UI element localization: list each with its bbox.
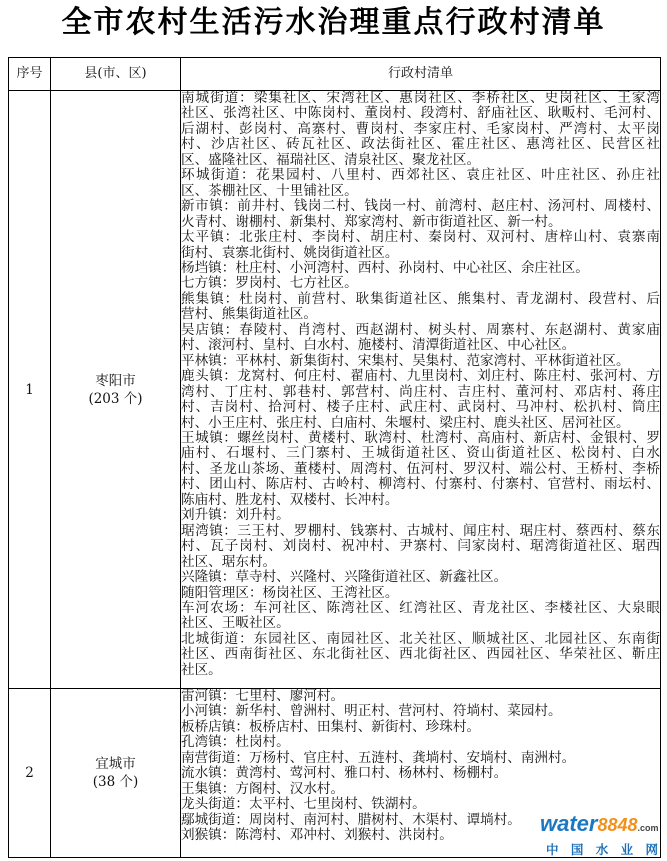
village-list-line: 刘猴镇：陈湾村、邓冲村、刘猴村、洪岗村。 — [181, 827, 453, 844]
village-list-line: 吴店镇：春陵村、肖湾村、西赵湖村、树头村、周寨村、东赵湖村、黄家庙 — [181, 321, 660, 338]
watermark-wordmark — [540, 811, 659, 841]
village-list-line: 南城街道：梁集社区、宋湾社区、惠岗社区、李桥社区、史岗社区、王家湾 — [181, 90, 660, 106]
town-entry — [181, 704, 660, 719]
town-entry — [181, 586, 660, 601]
village-list-line: 随阳管理区：杨岗社区、王湾社区。 — [181, 584, 399, 601]
village-count: (38 个) — [92, 774, 139, 790]
town-entry — [181, 369, 660, 431]
village-list-line: 鄢城街道：周岗村、南河村、腊树村、木渠村、谭埫村。 — [181, 811, 521, 828]
village-list-line: 村、瓦子岗村、刘岗村、祝冲村、尹寨村、闫家岗村、琚湾街道社区、琚西 — [181, 538, 660, 555]
village-list-line: 七方镇：罗岗村、七方社区。 — [181, 275, 358, 292]
town-entry — [181, 354, 660, 369]
village-list-line: 村、吉岗村、拾河村、楼子庄村、武庄村、武岗村、马冲村、松扒村、筒庄 — [181, 399, 660, 416]
town-entry — [181, 230, 660, 261]
town-entry — [181, 431, 660, 508]
town-entry — [181, 508, 660, 523]
town-entry — [181, 735, 660, 750]
village-list-line: 村、小王庄村、张庄村、白庙村、朱堰村、梁庄村、鹿头社区、居河社区。 — [181, 414, 630, 431]
village-list-line: 孔湾镇：杜岗村。 — [181, 734, 290, 751]
village-list-line: 区、茶棚社区、十里铺社区。 — [181, 182, 358, 199]
village-list-line: 王集镇：方阁村、汉水村。 — [181, 780, 345, 797]
village-list-line: 板桥店镇：板桥店村、田集村、新街村、珍珠村。 — [181, 718, 481, 735]
village-list-cell — [181, 91, 661, 689]
village-list-line: 区、盛隆社区、福瑞社区、清泉社区、聚龙社区。 — [181, 151, 481, 168]
village-list-line: 兴隆镇：草寺村、兴隆村、兴隆街道社区、新鑫社区。 — [181, 569, 508, 586]
watermark-brand: water — [540, 811, 598, 836]
header-villages: 行政村清单 — [181, 58, 661, 91]
village-list-line: 村、团山村、陈店村、古岭村、柳湾村、付寨村、付寨村、官营村、雨坛村、 — [181, 476, 660, 493]
town-entry — [181, 782, 660, 797]
town-entry — [181, 168, 660, 199]
village-list-line: 新市镇：前井村、钱岗二村、钱岗一村、前湾村、赵庄村、汤河村、周楼村、 — [181, 198, 660, 215]
village-list-line: 村、圣龙山茶场、董楼村、周湾村、伍河村、罗汉村、端公村、王桥村、李桥 — [181, 460, 660, 477]
town-entry — [181, 91, 660, 168]
header-index: 序号 — [9, 58, 51, 91]
town-entry — [181, 601, 660, 632]
town-entry — [181, 323, 660, 354]
village-list-line: 小河镇：新华村、曾洲村、明正村、营河村、符埫村、菜园村。 — [181, 703, 562, 720]
table-header-row — [9, 58, 661, 91]
document-title: 全市农村生活污水治理重点行政村清单 — [61, 5, 606, 40]
village-list-line: 杨垱镇：杜庄村、小河湾村、西村、孙岗村、中心社区、余庄社区。 — [181, 259, 589, 276]
village-list-line: 营村、熊集街道社区。 — [181, 306, 317, 323]
village-count: (203 个) — [88, 390, 143, 407]
village-list-line: 后湖村、彭岗村、高寨村、曹岗村、李家庄村、毛家岗村、严湾村、太平岗 — [181, 120, 660, 137]
village-list-line: 街村、袁寨北街村、姚岗街道社区。 — [181, 244, 399, 261]
row-index: 1 — [9, 91, 51, 689]
town-entry — [181, 632, 660, 678]
village-list-line: 火青村、谢棚村、新集村、郑家湾村、新市街道社区、新一村。 — [181, 213, 562, 230]
town-entry — [181, 570, 660, 585]
town-entry — [181, 292, 660, 323]
watermark-logo — [538, 811, 662, 859]
village-list-line: 村、滚河村、皇村、白水村、施楼村、清潭街道社区、中心社区。 — [181, 337, 576, 354]
village-table — [8, 57, 661, 858]
village-list-line: 鹿头镇：龙窝村、何庄村、翟庙村、九里岗村、刘庄村、陈庄村、张河村、方 — [181, 368, 660, 385]
row-index: 2 — [9, 689, 51, 858]
county-name: 宜城市 — [95, 756, 136, 772]
town-entry — [181, 199, 660, 230]
village-list-line: 社区、琚东村。 — [181, 553, 277, 570]
village-list-line: 社区、西南街社区、东北街社区、西北街社区、西园社区、华荣社区、靳庄 — [181, 646, 660, 663]
village-list-line: 雷河镇：七里村、廖河村。 — [181, 688, 345, 704]
village-list-line: 北城街道：东园社区、南园社区、北关社区、顺城社区、北园社区、东南街 — [181, 630, 660, 647]
village-list-line: 湾村、丁庄村、郭巷村、郭营村、尚庄村、吉庄村、董河村、邓店村、蒋庄 — [181, 383, 660, 400]
village-list-line: 车河农场：车河社区、陈湾社区、红湾社区、青龙社区、李楼社区、大泉眼 — [181, 599, 660, 616]
village-list-line: 太平镇：北张庄村、李岗村、胡庄村、秦岗村、双河村、唐梓山村、袁寨南 — [181, 229, 660, 246]
village-list-line: 平林镇：平林村、新集街村、宋集村、吴集村、范家湾村、平林街道社区。 — [181, 352, 630, 369]
table-row — [9, 91, 661, 689]
header-county: 县(市、区) — [51, 58, 181, 91]
watermark-number: 8848 — [597, 815, 638, 835]
village-list-line: 刘升镇：刘升村。 — [181, 507, 290, 524]
county-cell — [51, 91, 181, 689]
town-entry — [181, 766, 660, 781]
village-list-line: 流水镇：黄湾村、莺河村、雅口村、杨林村、杨棚村。 — [181, 765, 508, 782]
village-list-line: 琚湾镇：三王村、罗棚村、钱寨村、古城村、闻庄村、琚庄村、蔡西村、蔡东 — [181, 522, 660, 539]
county-name: 枣阳市 — [95, 372, 136, 389]
village-list-line: 庙村、石堰村、三门寨村、王城街道社区、资山街道社区、松岗村、白水 — [181, 445, 660, 462]
village-list-line: 社区、王畈社区。 — [181, 615, 290, 632]
village-list-line: 龙头街道：太平村、七里岗村、铁湖村。 — [181, 796, 426, 813]
town-entry — [181, 524, 660, 570]
village-list-line: 熊集镇：杜岗村、前营村、耿集街道社区、熊集村、青龙湖村、段营村、后 — [181, 290, 660, 307]
town-entry — [181, 276, 660, 291]
village-list-line: 王城镇：螺丝岗村、黄楼村、耿湾村、杜湾村、高庙村、新店村、金银村、罗 — [181, 429, 660, 446]
watermark-tld: .com — [637, 823, 659, 833]
village-list-line: 南营街道：万杨村、官庄村、五涟村、龚埫村、安埫村、南洲村。 — [181, 749, 576, 766]
village-list-line: 社区、张湾社区、中陈岗村、董岗村、段湾村、舒庙社区、耿畈村、毛河村、 — [181, 105, 660, 122]
village-list-line: 陈庙村、胜龙村、双楼村、长冲村。 — [181, 491, 399, 508]
village-list-line: 村、沙店社区、砖瓦社区、政法街社区、霍庄社区、惠湾社区、民营区社 — [181, 136, 660, 153]
village-list-line: 社区。 — [181, 661, 222, 678]
county-cell — [51, 689, 181, 858]
village-list-line: 环城街道：花果园村、八里村、西郊社区、袁庄社区、叶庄社区、孙庄社 — [181, 167, 660, 184]
town-entry — [181, 751, 660, 766]
watermark-chinese-name: 中国水业网 — [546, 842, 658, 857]
